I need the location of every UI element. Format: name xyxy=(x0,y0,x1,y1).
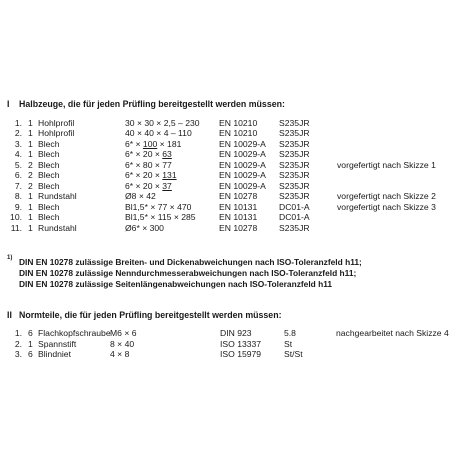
row-dimensions: M6 × 6 xyxy=(110,328,137,338)
footnote-line: DIN EN 10278 zulässige Seitenlängenabweichungen nach ISO-Toleranzfeld h11 xyxy=(19,279,333,289)
row-quantity: 1 xyxy=(28,202,33,212)
row-quantity: 1 xyxy=(28,212,33,222)
row-dimensions xyxy=(125,140,181,149)
row-material: S235JR xyxy=(279,191,310,201)
row-norm: EN 10210 xyxy=(219,118,258,128)
dim-underlined: 63 xyxy=(162,149,172,159)
row-name: Rundstahl xyxy=(38,223,77,233)
row-quantity: 1 xyxy=(28,149,33,159)
table-row xyxy=(0,192,458,202)
section-2-heading xyxy=(7,311,282,320)
row-dimensions xyxy=(125,150,172,159)
row-quantity: 1 xyxy=(28,118,33,128)
row-name: Blindniet xyxy=(38,349,71,359)
row-norm: EN 10210 xyxy=(219,128,258,138)
row-name: Hohlprofil xyxy=(38,128,75,138)
row-number: 2. xyxy=(14,128,22,138)
row-quantity: 1 xyxy=(28,223,33,233)
dim-part: 6* × 20 × xyxy=(125,170,163,180)
row-quantity: 1 xyxy=(28,191,33,201)
row-quantity: 6 xyxy=(28,349,33,359)
table-row xyxy=(0,129,458,139)
row-quantity: 2 xyxy=(28,170,33,180)
row-norm: EN 10029-A xyxy=(219,160,266,170)
row-name: Rundstahl xyxy=(38,191,77,201)
row-name: Blech xyxy=(38,212,60,222)
row-material: DC01-A xyxy=(279,202,310,212)
section-1-title: Halbzeuge, die für jeden Prüfling bereitgestellt werden müssen: xyxy=(19,99,285,109)
row-norm: EN 10278 xyxy=(219,191,258,201)
row-name: Blech xyxy=(38,160,60,170)
row-quantity: 1 xyxy=(28,339,33,349)
row-norm: DIN 923 xyxy=(220,328,252,338)
dim-part: 6* × 20 × xyxy=(125,149,163,159)
row-norm: EN 10278 xyxy=(219,223,258,233)
footnote-line: DIN EN 10278 zulässige Breiten- und Dickenabweichungen nach ISO-Toleranzfeld h11; xyxy=(19,257,362,267)
row-note: vorgefertigt nach Skizze 2 xyxy=(337,191,436,201)
row-norm: EN 10029-A xyxy=(219,149,266,159)
row-number: 1. xyxy=(14,328,22,338)
section-2-roman: II xyxy=(7,310,12,320)
row-name: Blech xyxy=(38,170,60,180)
row-dimensions: Bl1,5* × 77 × 470 xyxy=(125,202,192,212)
dim-underlined: 131 xyxy=(162,170,177,180)
row-norm: EN 10029-A xyxy=(219,181,266,191)
row-number: 4. xyxy=(14,149,22,159)
section-1-roman: I xyxy=(7,99,10,109)
row-material: S235JR xyxy=(279,223,310,233)
row-note: nachgearbeitet nach Skizze 4 xyxy=(336,328,449,338)
dim-underlined: 100 xyxy=(142,139,158,149)
row-quantity: 6 xyxy=(28,328,33,338)
row-material: S235JR xyxy=(279,170,310,180)
footnote-line: DIN EN 10278 zulässige Nenndurchmesserabweichungen nach ISO-Toleranzfeld h11; xyxy=(19,268,357,278)
row-number: 2. xyxy=(14,339,22,349)
dim-part: 6* × 20 × xyxy=(125,181,163,191)
row-number: 3. xyxy=(14,349,22,359)
row-norm: EN 10029-A xyxy=(219,170,266,180)
row-number: 10. xyxy=(10,212,22,222)
row-material: S235JR xyxy=(279,160,310,170)
row-number: 5. xyxy=(14,160,22,170)
table-row xyxy=(0,329,458,339)
row-norm: ISO 15979 xyxy=(220,349,262,359)
row-name: Blech xyxy=(38,202,60,212)
row-material: S235JR xyxy=(279,139,310,149)
table-row xyxy=(0,171,458,181)
dim-underlined: 37 xyxy=(162,181,172,191)
row-norm: EN 10029-A xyxy=(219,139,266,149)
footnote-marker: 1) xyxy=(7,255,13,261)
row-number: 9. xyxy=(14,202,22,212)
row-dimensions: 4 × 8 xyxy=(110,349,130,359)
row-norm: EN 10131 xyxy=(219,202,258,212)
row-material: S235JR xyxy=(279,118,310,128)
row-name: Blech xyxy=(38,139,60,149)
row-number: 1. xyxy=(14,118,22,128)
row-name: Blech xyxy=(38,149,60,159)
dim-part: × 181 xyxy=(157,139,182,149)
row-number: 11. xyxy=(10,223,22,233)
row-quantity: 2 xyxy=(28,160,33,170)
section-2-title: Normteile, die für jeden Prüfling bereitgestellt werden müssen: xyxy=(19,310,282,320)
section-1-heading xyxy=(7,100,285,109)
row-material: 5.8 xyxy=(284,328,296,338)
row-name: Flachkopfschraube xyxy=(38,328,111,338)
row-dimensions: 40 × 40 × 4 – 110 xyxy=(125,128,192,138)
dim-part: 6* × xyxy=(125,139,143,149)
row-norm: EN 10131 xyxy=(219,212,258,222)
row-material: S235JR xyxy=(279,181,310,191)
table-row xyxy=(0,224,458,234)
row-quantity: 2 xyxy=(28,181,33,191)
row-material: St xyxy=(284,339,293,349)
row-number: 8. xyxy=(14,191,22,201)
row-dimensions: 30 × 30 × 2,5 – 230 xyxy=(125,118,200,128)
row-material: S235JR xyxy=(279,128,310,138)
row-quantity: 1 xyxy=(28,139,33,149)
row-name: Hohlprofil xyxy=(38,118,75,128)
row-number: 3. xyxy=(14,139,22,149)
table-row xyxy=(0,150,458,160)
row-dimensions: Ø6* × 300 xyxy=(125,223,164,233)
row-material: St/St xyxy=(284,349,303,359)
row-name: Blech xyxy=(38,181,60,191)
row-dimensions: Bl1,5* × 115 × 285 xyxy=(125,212,196,222)
row-dimensions: 6* × 80 × 77 xyxy=(125,160,172,170)
table-row xyxy=(0,213,458,223)
row-quantity: 1 xyxy=(28,128,33,138)
row-dimensions: Ø8 × 42 xyxy=(125,191,156,201)
row-dimensions xyxy=(125,182,172,191)
row-note: vorgefertigt nach Skizze 1 xyxy=(337,160,436,170)
row-dimensions: 8 × 40 xyxy=(110,339,135,349)
row-material: S235JR xyxy=(279,149,310,159)
row-name: Spannstift xyxy=(38,339,77,349)
row-number: 6. xyxy=(14,170,22,180)
row-number: 7. xyxy=(14,181,22,191)
row-dimensions xyxy=(125,171,177,180)
row-norm: ISO 13337 xyxy=(220,339,262,349)
row-note: vorgefertigt nach Skizze 3 xyxy=(337,202,436,212)
row-material: DC01-A xyxy=(279,212,310,222)
table-row xyxy=(0,350,458,360)
